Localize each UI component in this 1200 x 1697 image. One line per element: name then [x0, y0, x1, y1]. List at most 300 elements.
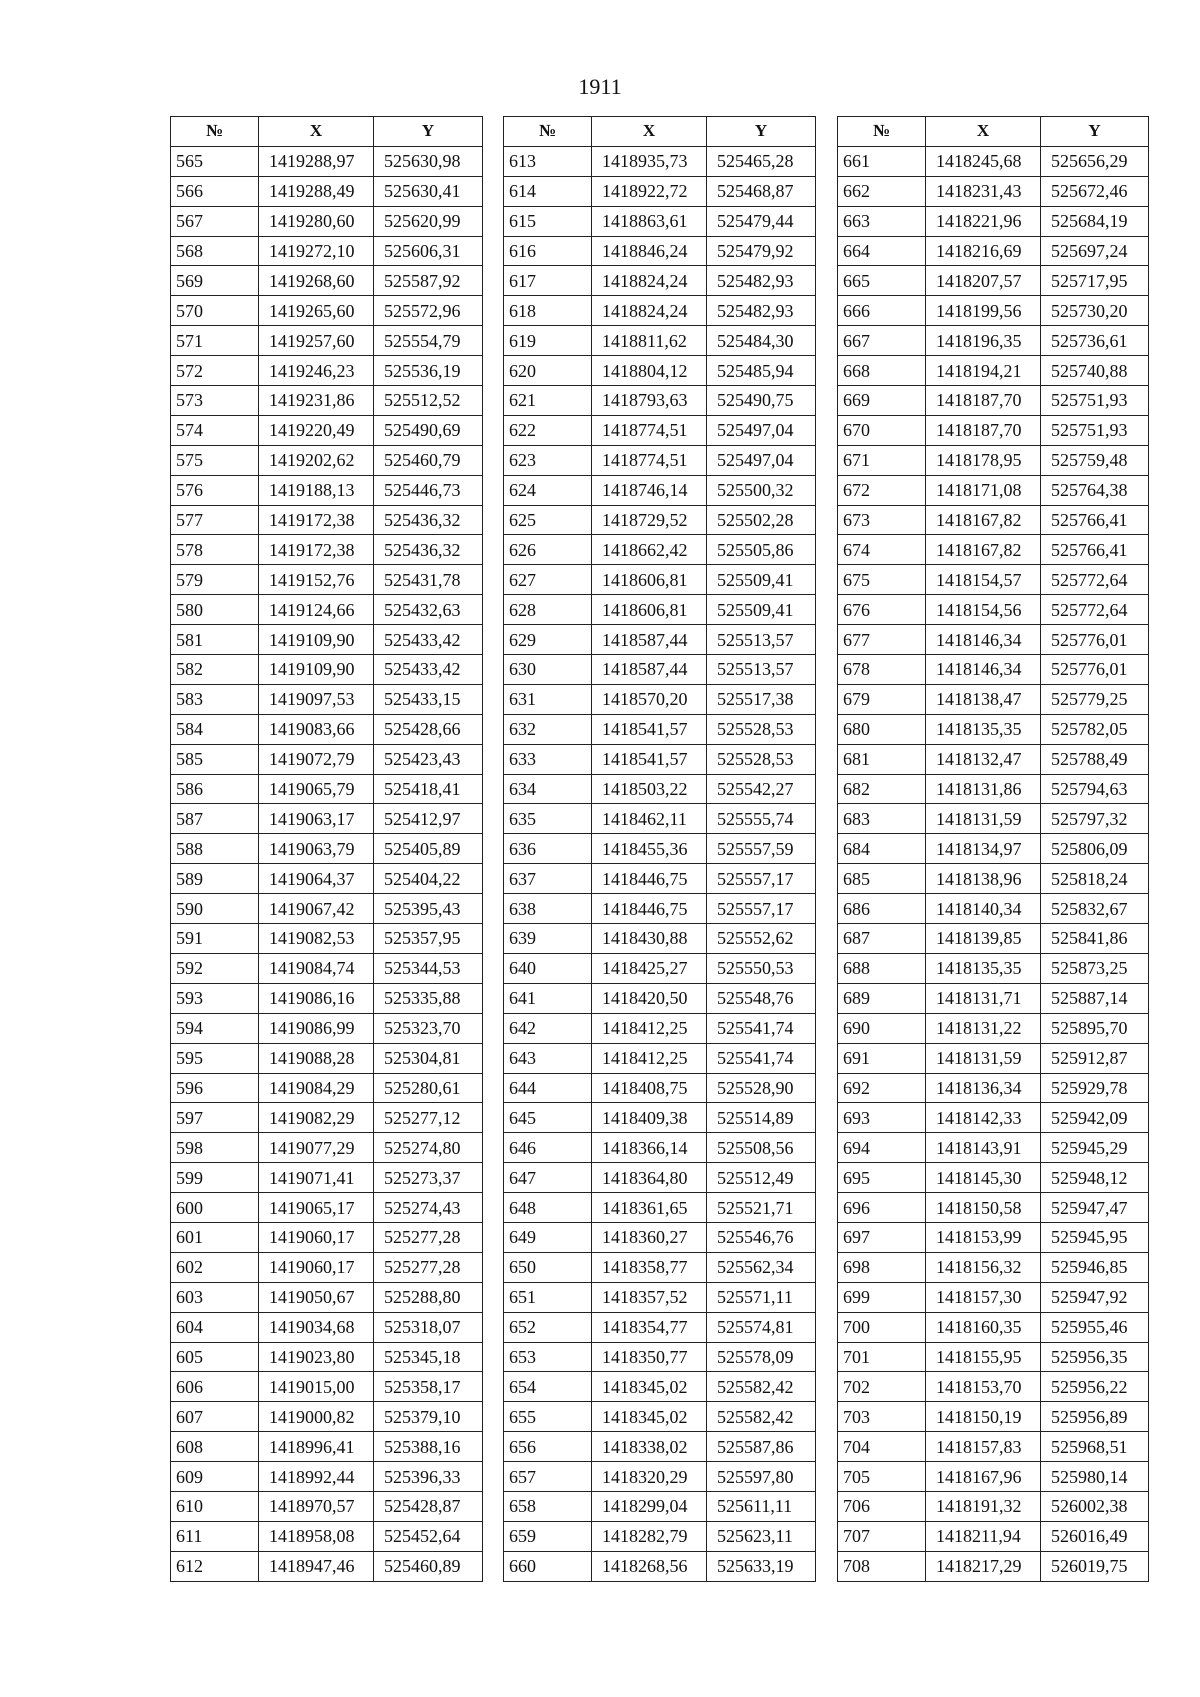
cell-y: 525948,12	[1041, 1163, 1149, 1193]
cell-x: 1418178,95	[926, 445, 1041, 475]
table-row	[838, 625, 1149, 655]
cell-number: 663	[838, 206, 926, 236]
cell-number: 667	[838, 326, 926, 356]
cell-x: 1418774,51	[592, 445, 707, 475]
cell-y: 525912,87	[1041, 1043, 1149, 1073]
cell-x: 1418146,34	[926, 655, 1041, 685]
table-row	[171, 1133, 483, 1163]
cell-number: 704	[838, 1432, 926, 1462]
table-row	[171, 595, 483, 625]
cell-y: 525945,95	[1041, 1222, 1149, 1252]
cell-y: 525433,42	[374, 655, 483, 685]
table-row	[171, 864, 483, 894]
cell-number: 707	[838, 1521, 926, 1551]
cell-number: 698	[838, 1252, 926, 1282]
cell-x: 1418366,14	[592, 1133, 707, 1163]
table-row	[504, 565, 816, 595]
cell-y: 525482,93	[707, 266, 816, 296]
table-row	[838, 1402, 1149, 1432]
cell-number: 651	[504, 1282, 592, 1312]
cell-x: 1418420,50	[592, 983, 707, 1013]
cell-number: 689	[838, 983, 926, 1013]
cell-number: 677	[838, 625, 926, 655]
cell-y: 525557,17	[707, 864, 816, 894]
cell-x: 1418364,80	[592, 1163, 707, 1193]
cell-x: 1418143,91	[926, 1133, 1041, 1163]
cell-x: 1418338,02	[592, 1432, 707, 1462]
cell-x: 1419152,76	[259, 565, 374, 595]
table-row	[171, 1043, 483, 1073]
cell-x: 1418282,79	[592, 1521, 707, 1551]
table-row	[838, 1491, 1149, 1521]
cell-y: 525947,47	[1041, 1193, 1149, 1223]
cell-y: 525404,22	[374, 864, 483, 894]
cell-y: 525782,05	[1041, 714, 1149, 744]
cell-y: 525497,04	[707, 445, 816, 475]
table-row	[838, 1193, 1149, 1223]
cell-y: 525508,56	[707, 1133, 816, 1163]
cell-y: 525630,41	[374, 176, 483, 206]
cell-x: 1418746,14	[592, 475, 707, 505]
table-row	[838, 206, 1149, 236]
cell-y: 525946,85	[1041, 1252, 1149, 1282]
cell-y: 525528,53	[707, 714, 816, 744]
cell-x: 1418357,52	[592, 1282, 707, 1312]
cell-y: 525528,90	[707, 1073, 816, 1103]
table-row	[838, 1043, 1149, 1073]
cell-number: 679	[838, 684, 926, 714]
cell-x: 1418131,59	[926, 1043, 1041, 1073]
cell-x: 1418992,44	[259, 1462, 374, 1492]
cell-y: 525764,38	[1041, 475, 1149, 505]
cell-x: 1418245,68	[926, 146, 1041, 176]
cell-number: 636	[504, 834, 592, 864]
table-row	[171, 894, 483, 924]
table-row	[504, 386, 816, 416]
cell-y: 525460,89	[374, 1551, 483, 1581]
table-row	[838, 445, 1149, 475]
table-row	[838, 1133, 1149, 1163]
cell-y: 526016,49	[1041, 1521, 1149, 1551]
cell-number: 621	[504, 386, 592, 416]
table-row	[838, 864, 1149, 894]
cell-x: 1419246,23	[259, 356, 374, 386]
cell-y: 525431,78	[374, 565, 483, 595]
table-row	[838, 505, 1149, 535]
cell-number: 702	[838, 1372, 926, 1402]
table-row	[171, 744, 483, 774]
cell-x: 1418155,95	[926, 1342, 1041, 1372]
cell-x: 1419288,97	[259, 146, 374, 176]
cell-y: 525536,19	[374, 356, 483, 386]
cell-y: 525418,41	[374, 774, 483, 804]
table-row	[838, 804, 1149, 834]
table-row	[838, 1312, 1149, 1342]
table-row	[171, 1342, 483, 1372]
cell-number: 668	[838, 356, 926, 386]
table-header-row	[171, 117, 483, 147]
cell-number: 685	[838, 864, 926, 894]
cell-number: 650	[504, 1252, 592, 1282]
table-row	[838, 1163, 1149, 1193]
cell-x: 1418194,21	[926, 356, 1041, 386]
cell-number: 596	[171, 1073, 259, 1103]
cell-x: 1419063,79	[259, 834, 374, 864]
table-row	[504, 625, 816, 655]
cell-y: 525509,41	[707, 595, 816, 625]
cell-x: 1418922,72	[592, 176, 707, 206]
cell-number: 634	[504, 774, 592, 804]
table-row	[838, 1551, 1149, 1581]
cell-y: 525956,89	[1041, 1402, 1149, 1432]
cell-number: 608	[171, 1432, 259, 1462]
cell-number: 637	[504, 864, 592, 894]
table-row	[838, 236, 1149, 266]
table-row	[838, 296, 1149, 326]
cell-y: 525895,70	[1041, 1013, 1149, 1043]
cell-y: 525841,86	[1041, 924, 1149, 954]
table-row	[504, 1521, 816, 1551]
cell-y: 525505,86	[707, 535, 816, 565]
cell-number: 664	[838, 236, 926, 266]
table-row	[171, 804, 483, 834]
table-row	[504, 714, 816, 744]
cell-y: 525465,28	[707, 146, 816, 176]
cell-number: 694	[838, 1133, 926, 1163]
table-row	[838, 684, 1149, 714]
table-row	[171, 1163, 483, 1193]
cell-y: 525452,64	[374, 1521, 483, 1551]
table-row	[504, 1312, 816, 1342]
cell-number: 683	[838, 804, 926, 834]
cell-x: 1419268,60	[259, 266, 374, 296]
cell-x: 1419188,13	[259, 475, 374, 505]
cell-x: 1418345,02	[592, 1372, 707, 1402]
table-row	[838, 1282, 1149, 1312]
cell-number: 682	[838, 774, 926, 804]
cell-x: 1418793,63	[592, 386, 707, 416]
cell-number: 623	[504, 445, 592, 475]
cell-number: 692	[838, 1073, 926, 1103]
cell-number: 572	[171, 356, 259, 386]
coordinates-table-1	[170, 116, 483, 1582]
cell-number: 631	[504, 684, 592, 714]
table-row	[838, 1342, 1149, 1372]
cell-number: 576	[171, 475, 259, 505]
table-row	[838, 1462, 1149, 1492]
cell-y: 525490,69	[374, 415, 483, 445]
cell-number: 600	[171, 1193, 259, 1223]
cell-x: 1418541,57	[592, 744, 707, 774]
cell-x: 1418221,96	[926, 206, 1041, 236]
table-row	[171, 415, 483, 445]
cell-y: 526019,75	[1041, 1551, 1149, 1581]
cell-number: 629	[504, 625, 592, 655]
cell-number: 595	[171, 1043, 259, 1073]
cell-y: 525460,79	[374, 445, 483, 475]
cell-x: 1419084,29	[259, 1073, 374, 1103]
cell-x: 1418134,97	[926, 834, 1041, 864]
cell-x: 1419064,37	[259, 864, 374, 894]
cell-number: 678	[838, 655, 926, 685]
table-row	[504, 953, 816, 983]
cell-x: 1418804,12	[592, 356, 707, 386]
cell-x: 1418140,34	[926, 894, 1041, 924]
cell-x: 1418196,35	[926, 326, 1041, 356]
cell-x: 1418354,77	[592, 1312, 707, 1342]
cell-number: 633	[504, 744, 592, 774]
table-row	[171, 146, 483, 176]
table-row	[171, 655, 483, 685]
cell-x: 1418131,86	[926, 774, 1041, 804]
coordinates-table-2	[503, 116, 816, 1582]
cell-x: 1418160,35	[926, 1312, 1041, 1342]
table-row	[504, 1043, 816, 1073]
cell-x: 1418150,19	[926, 1402, 1041, 1432]
table-row	[838, 176, 1149, 206]
cell-x: 1419063,17	[259, 804, 374, 834]
cell-number: 588	[171, 834, 259, 864]
cell-x: 1418425,27	[592, 953, 707, 983]
cell-x: 1418135,35	[926, 953, 1041, 983]
cell-number: 628	[504, 595, 592, 625]
cell-y: 525502,28	[707, 505, 816, 535]
cell-y: 525479,92	[707, 236, 816, 266]
cell-number: 567	[171, 206, 259, 236]
table-row	[838, 326, 1149, 356]
cell-number: 675	[838, 565, 926, 595]
cell-x: 1418199,56	[926, 296, 1041, 326]
cell-y: 525929,78	[1041, 1073, 1149, 1103]
cell-number: 648	[504, 1193, 592, 1223]
table-row	[504, 1491, 816, 1521]
cell-number: 584	[171, 714, 259, 744]
cell-y: 525542,27	[707, 774, 816, 804]
cell-y: 525776,01	[1041, 625, 1149, 655]
cell-number: 680	[838, 714, 926, 744]
cell-y: 525797,32	[1041, 804, 1149, 834]
cell-y: 525396,33	[374, 1462, 483, 1492]
cell-y: 525358,17	[374, 1372, 483, 1402]
cell-y: 525323,70	[374, 1013, 483, 1043]
cell-x: 1418606,81	[592, 595, 707, 625]
table-row	[838, 834, 1149, 864]
cell-y: 525304,81	[374, 1043, 483, 1073]
header-number: №	[171, 117, 259, 147]
cell-x: 1418187,70	[926, 415, 1041, 445]
table-row	[504, 744, 816, 774]
cell-x: 1418167,96	[926, 1462, 1041, 1492]
header-y: Y	[707, 117, 816, 147]
cell-y: 525697,24	[1041, 236, 1149, 266]
cell-y: 525513,57	[707, 655, 816, 685]
cell-y: 525557,59	[707, 834, 816, 864]
cell-x: 1418863,61	[592, 206, 707, 236]
table-row	[171, 206, 483, 236]
cell-number: 645	[504, 1103, 592, 1133]
cell-y: 525433,42	[374, 625, 483, 655]
cell-x: 1418846,24	[592, 236, 707, 266]
cell-number: 575	[171, 445, 259, 475]
table-row	[504, 1462, 816, 1492]
cell-number: 626	[504, 535, 592, 565]
cell-y: 525578,09	[707, 1342, 816, 1372]
cell-number: 602	[171, 1252, 259, 1282]
table-row	[838, 1222, 1149, 1252]
cell-y: 525574,81	[707, 1312, 816, 1342]
cell-y: 525490,75	[707, 386, 816, 416]
cell-number: 605	[171, 1342, 259, 1372]
cell-x: 1418207,57	[926, 266, 1041, 296]
cell-x: 1418947,46	[259, 1551, 374, 1581]
cell-number: 672	[838, 475, 926, 505]
cell-x: 1418154,57	[926, 565, 1041, 595]
cell-y: 525980,14	[1041, 1462, 1149, 1492]
cell-x: 1419272,10	[259, 236, 374, 266]
cell-number: 665	[838, 266, 926, 296]
cell-y: 525485,94	[707, 356, 816, 386]
header-x: X	[259, 117, 374, 147]
cell-number: 635	[504, 804, 592, 834]
cell-number: 708	[838, 1551, 926, 1581]
cell-y: 525552,62	[707, 924, 816, 954]
cell-y: 525277,28	[374, 1252, 483, 1282]
cell-x: 1418135,35	[926, 714, 1041, 744]
cell-number: 653	[504, 1342, 592, 1372]
cell-x: 1418217,29	[926, 1551, 1041, 1581]
table-row	[171, 983, 483, 1013]
cell-y: 525717,95	[1041, 266, 1149, 296]
cell-y: 525956,35	[1041, 1342, 1149, 1372]
table-row	[171, 1551, 483, 1581]
cell-x: 1419086,99	[259, 1013, 374, 1043]
cell-number: 638	[504, 894, 592, 924]
cell-x: 1418446,75	[592, 864, 707, 894]
table-row	[504, 535, 816, 565]
cell-x: 1418409,38	[592, 1103, 707, 1133]
cell-number: 662	[838, 176, 926, 206]
cell-x: 1418132,47	[926, 744, 1041, 774]
cell-x: 1418320,29	[592, 1462, 707, 1492]
cell-number: 673	[838, 505, 926, 535]
cell-number: 586	[171, 774, 259, 804]
cell-y: 525512,49	[707, 1163, 816, 1193]
table-row	[504, 1103, 816, 1133]
cell-x: 1418996,41	[259, 1432, 374, 1462]
cell-y: 525500,32	[707, 475, 816, 505]
cell-number: 592	[171, 953, 259, 983]
cell-number: 647	[504, 1163, 592, 1193]
cell-x: 1418139,85	[926, 924, 1041, 954]
cell-x: 1419109,90	[259, 655, 374, 685]
cell-number: 703	[838, 1402, 926, 1432]
cell-y: 525582,42	[707, 1402, 816, 1432]
cell-x: 1418156,32	[926, 1252, 1041, 1282]
page-number: 1911	[578, 74, 622, 99]
cell-x: 1418268,56	[592, 1551, 707, 1581]
cell-x: 1419288,49	[259, 176, 374, 206]
cell-number: 661	[838, 146, 926, 176]
cell-x: 1418430,88	[592, 924, 707, 954]
cell-number: 622	[504, 415, 592, 445]
table-row	[171, 834, 483, 864]
cell-y: 525432,63	[374, 595, 483, 625]
table-row	[838, 415, 1149, 445]
cell-number: 599	[171, 1163, 259, 1193]
cell-x: 1419088,28	[259, 1043, 374, 1073]
cell-x: 1418587,44	[592, 655, 707, 685]
cell-x: 1419000,82	[259, 1402, 374, 1432]
table-row	[504, 1252, 816, 1282]
cell-y: 525514,89	[707, 1103, 816, 1133]
cell-number: 616	[504, 236, 592, 266]
table-row	[838, 475, 1149, 505]
header-x: X	[926, 117, 1041, 147]
cell-x: 1419071,41	[259, 1163, 374, 1193]
cell-x: 1418350,77	[592, 1342, 707, 1372]
cell-x: 1418462,11	[592, 804, 707, 834]
cell-number: 589	[171, 864, 259, 894]
cell-y: 525541,74	[707, 1013, 816, 1043]
cell-number: 701	[838, 1342, 926, 1372]
cell-x: 1419060,17	[259, 1222, 374, 1252]
cell-number: 591	[171, 924, 259, 954]
cell-x: 1418412,25	[592, 1013, 707, 1043]
cell-y: 525772,64	[1041, 595, 1149, 625]
cell-number: 587	[171, 804, 259, 834]
table-row	[838, 1372, 1149, 1402]
cell-x: 1419067,42	[259, 894, 374, 924]
cell-number: 593	[171, 983, 259, 1013]
cell-x: 1418153,70	[926, 1372, 1041, 1402]
table-row	[838, 535, 1149, 565]
cell-x: 1419172,38	[259, 505, 374, 535]
cell-number: 690	[838, 1013, 926, 1043]
cell-y: 525405,89	[374, 834, 483, 864]
table-row	[838, 774, 1149, 804]
table-row	[838, 356, 1149, 386]
table-row	[171, 1372, 483, 1402]
table-row	[838, 1252, 1149, 1282]
cell-y: 525335,88	[374, 983, 483, 1013]
cell-y: 525277,28	[374, 1222, 483, 1252]
cell-x: 1419077,29	[259, 1133, 374, 1163]
cell-number: 695	[838, 1163, 926, 1193]
cell-x: 1418142,33	[926, 1103, 1041, 1133]
cell-x: 1418167,82	[926, 505, 1041, 535]
table-row	[838, 953, 1149, 983]
cell-y: 525468,87	[707, 176, 816, 206]
cell-y: 525955,46	[1041, 1312, 1149, 1342]
cell-y: 525412,97	[374, 804, 483, 834]
cell-x: 1419172,38	[259, 535, 374, 565]
table-row	[504, 1432, 816, 1462]
table-row	[171, 535, 483, 565]
cell-x: 1418131,71	[926, 983, 1041, 1013]
table-row	[504, 983, 816, 1013]
cell-x: 1419023,80	[259, 1342, 374, 1372]
table-row	[504, 1133, 816, 1163]
table-row	[504, 1342, 816, 1372]
cell-x: 1418824,24	[592, 296, 707, 326]
table-row	[838, 1073, 1149, 1103]
table-row	[838, 655, 1149, 685]
cell-number: 688	[838, 953, 926, 983]
cell-number: 611	[171, 1521, 259, 1551]
cell-number: 610	[171, 1491, 259, 1521]
cell-y: 525433,15	[374, 684, 483, 714]
table-row	[838, 983, 1149, 1013]
